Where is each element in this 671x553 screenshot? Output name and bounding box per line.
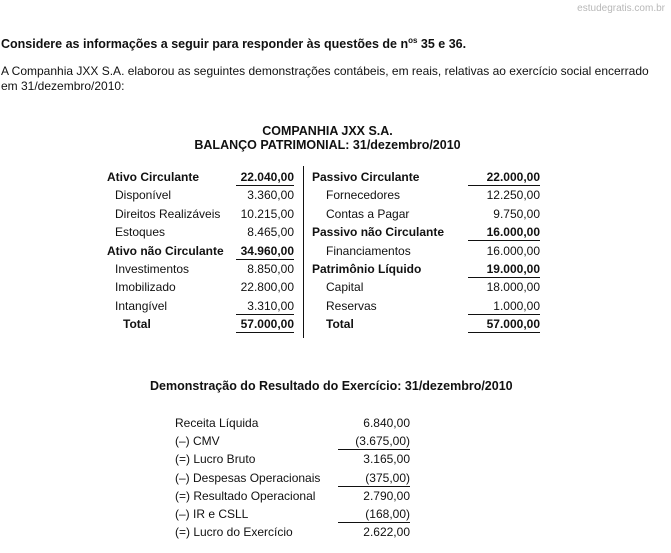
liability-value: 9.750,00	[493, 206, 540, 221]
liability-row	[0, 278, 671, 296]
liability-value: 22.000,00	[468, 168, 540, 186]
dre-value: 2.790,00	[363, 488, 410, 503]
dre-label: (=) Lucro do Exercício	[175, 525, 293, 540]
liability-value: 16.000,00	[468, 223, 540, 241]
dre-value: (168,00)	[338, 505, 410, 523]
liability-row	[0, 205, 671, 223]
dre-value: 2.622,00	[363, 525, 410, 540]
liability-row	[0, 315, 671, 333]
asset-value: 57.000,00	[236, 315, 294, 333]
liability-value: 1.000,00	[468, 297, 540, 315]
asset-label: Imobilizado	[115, 280, 176, 295]
liability-row	[0, 186, 671, 204]
asset-value: 8.465,00	[247, 225, 294, 240]
dre-value: (3.675,00)	[338, 432, 410, 450]
liability-row	[0, 297, 671, 315]
liability-label: Fornecedores	[326, 188, 401, 203]
liability-label: Passivo Circulante	[312, 170, 420, 184]
liability-label: Capital	[326, 280, 364, 295]
liability-value: 18.000,00	[486, 280, 540, 295]
question-heading	[1, 36, 466, 51]
liability-label: Patrimônio Líquido	[312, 262, 422, 276]
intro-paragraph: A Companhia JXX S.A. elaborou as seguintes demonstrações contábeis, em reais, relativas ao exercício social encerrado em 31/dezembro/2010:	[1, 64, 649, 93]
dre-value: (375,00)	[338, 469, 410, 487]
asset-label: Ativo Circulante	[107, 170, 200, 184]
liability-value: 57.000,00	[468, 315, 540, 333]
asset-label: Disponível	[115, 188, 172, 203]
asset-value: 8.850,00	[247, 262, 294, 276]
dre-row	[0, 505, 671, 523]
question-suffix: 35 e 36.	[417, 37, 467, 52]
liability-row	[0, 223, 671, 241]
liability-row	[0, 168, 671, 186]
liability-label: Passivo não Circulante	[312, 225, 445, 240]
question-prefix: Considere as informações a seguir para responder às questões de n	[1, 37, 409, 52]
liability-value: 16.000,00	[486, 243, 540, 258]
liability-label: Reservas	[326, 298, 377, 313]
dre-label: (–) Despesas Operacionais	[175, 470, 321, 485]
liability-row	[0, 260, 671, 278]
asset-value: 34.960,00	[236, 242, 294, 260]
dre-row	[0, 450, 671, 468]
liability-label: Total	[326, 317, 354, 332]
asset-label: Direitos Realizáveis	[115, 206, 221, 221]
dre-row	[0, 523, 671, 541]
dre-label: Receita Líquida	[175, 416, 259, 430]
dre-row	[0, 414, 671, 432]
dre-row	[0, 469, 671, 487]
asset-label: Ativo não Circulante	[107, 243, 224, 258]
dre-label: (–) IR e CSLL	[175, 507, 249, 521]
asset-value: 10.215,00	[240, 206, 294, 221]
asset-label: Intangível	[115, 298, 168, 313]
dre-value: 6.840,00	[363, 416, 410, 430]
dre-row	[0, 487, 671, 505]
asset-label: Estoques	[115, 225, 166, 240]
watermark-text: estudegratis.com.br	[577, 3, 665, 14]
liability-row	[0, 242, 671, 260]
dre-title: Demonstração do Resultado do Exercício: 31/dezembro/2010	[150, 379, 513, 393]
asset-value: 22.040,00	[236, 168, 294, 186]
dre-label: (=) Resultado Operacional	[175, 488, 316, 503]
asset-label: Total	[123, 317, 151, 332]
dre-label: (–) CMV	[175, 434, 220, 449]
asset-label: Investimentos	[115, 262, 190, 276]
asset-value: 3.360,00	[247, 188, 294, 203]
dre-row	[0, 432, 671, 450]
liability-value: 12.250,00	[486, 188, 540, 203]
asset-value: 3.310,00	[236, 297, 294, 315]
liability-value: 19.000,00	[468, 260, 540, 278]
dre-value: 3.165,00	[363, 452, 410, 467]
company-name: COMPANHIA JXX S.A.	[262, 124, 393, 138]
liability-label: Contas a Pagar	[326, 206, 410, 221]
balance-title: BALANÇO PATRIMONIAL: 31/dezembro/2010	[194, 138, 461, 152]
question-sup: os	[408, 36, 418, 45]
liability-label: Financiamentos	[326, 243, 411, 258]
asset-value: 22.800,00	[240, 280, 294, 295]
dre-label: (=) Lucro Bruto	[175, 452, 256, 467]
